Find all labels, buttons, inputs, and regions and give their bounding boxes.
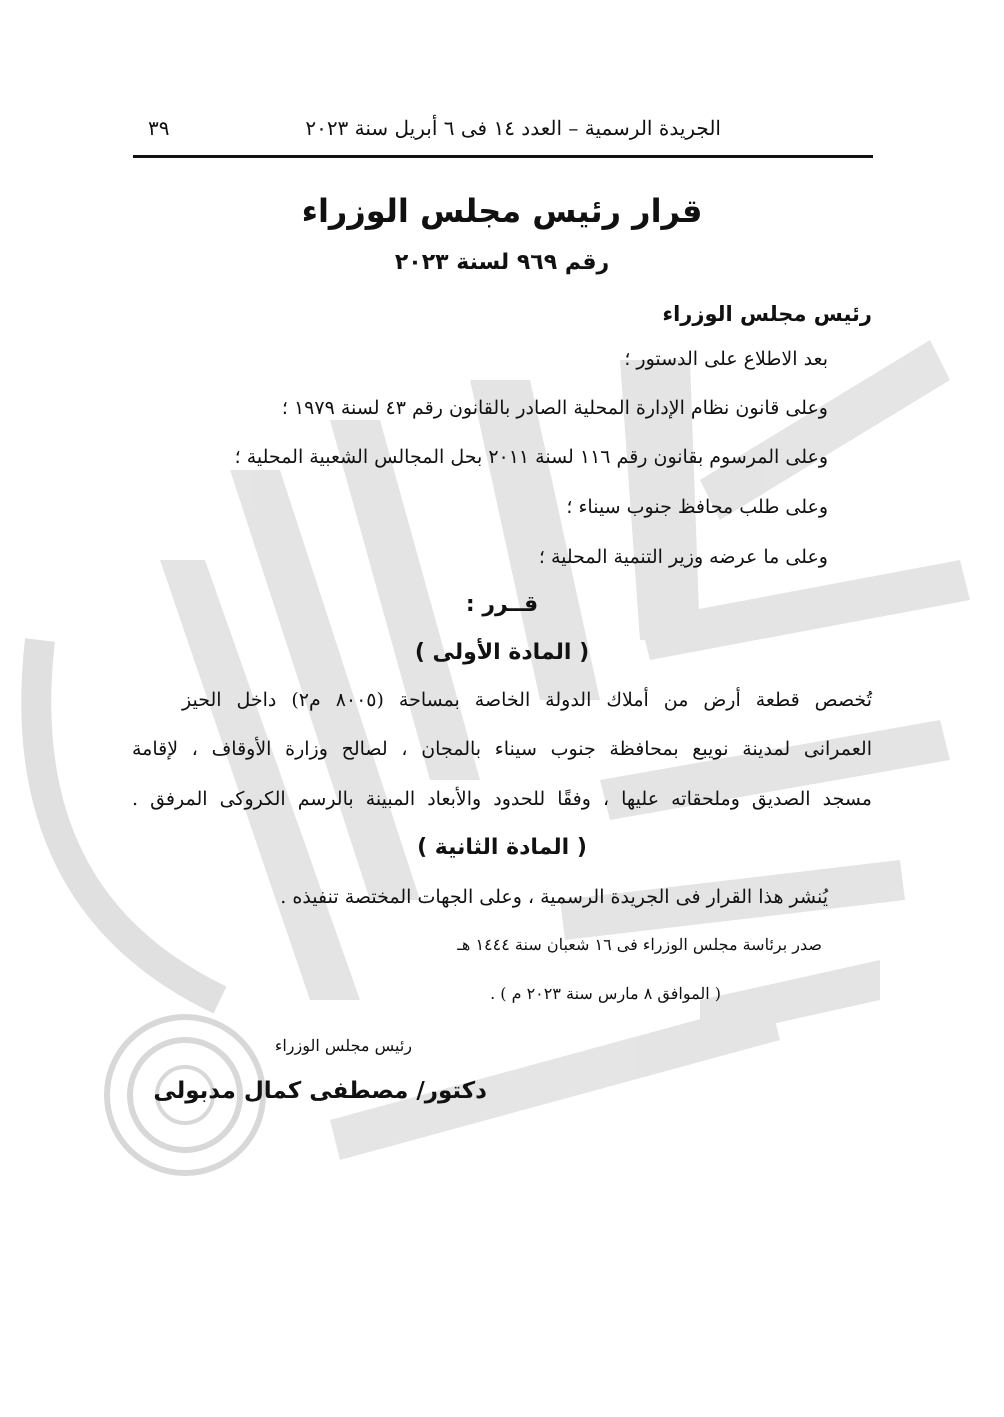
- issued-gregorian: ( الموافق ٨ مارس سنة ٢٠٢٣ م ) .: [490, 984, 721, 1003]
- decree-title: قرار رئيس مجلس الوزراء: [301, 192, 703, 230]
- issuer-heading: رئيس مجلس الوزراء: [662, 302, 872, 326]
- article-1-line: تُخصص قطعة أرض من أملاك الدولة الخاصة بمساحة (٨٠٠٥ م٢) داخل الحيز: [182, 689, 872, 711]
- header-rule: [133, 155, 873, 158]
- preamble-line: وعلى المرسوم بقانون رقم ١١٦ لسنة ٢٠١١ بحل المجالس الشعبية المحلية ؛: [234, 446, 828, 468]
- signatory-title: رئيس مجلس الوزراء: [274, 1036, 412, 1055]
- article-2-heading: ( المادة الثانية ): [417, 835, 587, 860]
- preamble-line: وعلى طلب محافظ جنوب سيناء ؛: [566, 496, 828, 518]
- preamble-line: بعد الاطلاع على الدستور ؛: [624, 348, 828, 370]
- issued-hijri: صدر برئاسة مجلس الوزراء فى ١٦ شعبان سنة ١٤٤٤ هـ: [457, 935, 822, 954]
- page-number: ٣٩: [148, 116, 170, 140]
- preamble-line: وعلى قانون نظام الإدارة المحلية الصادر بالقانون رقم ٤٣ لسنة ١٩٧٩ ؛: [281, 397, 828, 419]
- decided-heading: قــرر :: [465, 592, 539, 617]
- decree-number: رقم ٩٦٩ لسنة ٢٠٢٣: [394, 250, 610, 275]
- article-1-line: مسجد الصديق وملحقاته عليها ، وفقًا للحدود والأبعاد المبينة بالرسم الكروكى المرفق .: [132, 788, 872, 810]
- running-header: الجريدة الرسمية – العدد ١٤ فى ٦ أبريل سنة ٢٠٢٣: [305, 116, 721, 140]
- article-1-line: العمرانى لمدينة نويبع بمحافظة جنوب سيناء بالمجان ، لصالح وزارة الأوقاف ، لإقامة: [132, 738, 872, 760]
- signatory-name: دكتور/ مصطفى كمال مدبولى: [153, 1078, 487, 1104]
- article-2-text: يُنشر هذا القرار فى الجريدة الرسمية ، وعلى الجهات المختصة تنفيذه .: [280, 886, 828, 908]
- article-1-heading: ( المادة الأولى ): [414, 640, 590, 665]
- preamble-line: وعلى ما عرضه وزير التنمية المحلية ؛: [538, 546, 828, 568]
